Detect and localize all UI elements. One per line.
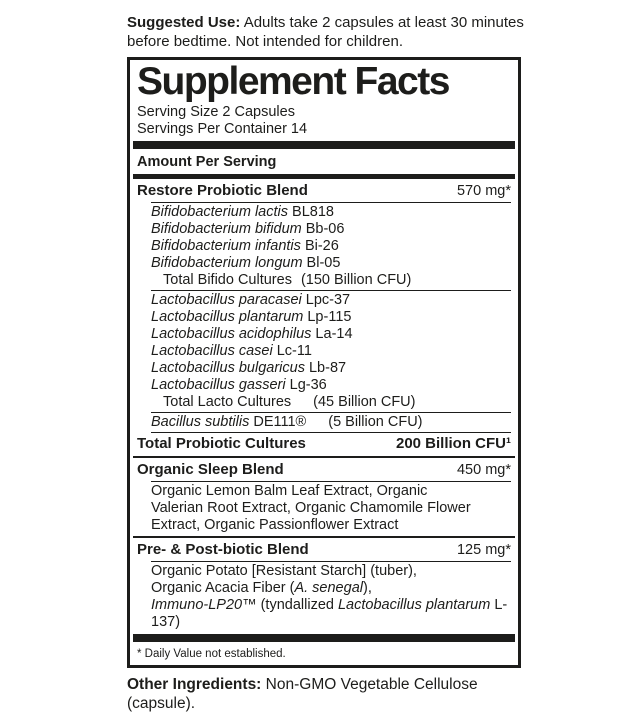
divider-thin [151,561,511,562]
blend-header-restore [137,181,511,201]
suggested-use [127,13,527,51]
ingredient-row [137,343,511,360]
blend-amount: 125 mg* [456,542,511,558]
ingredient-text: ), [362,580,372,596]
ingredient-row [137,309,511,326]
total-amount: (150 Billion CFU) [300,272,412,288]
divider-medium [133,174,515,179]
servings-per-container: Servings Per Container 14 [137,121,308,137]
ingredient-row [137,238,511,255]
prepost-ingredients-line: Organic Potato [Resistant Starch] (tuber), [151,563,417,579]
divider-section [133,536,515,538]
divider-thin [151,290,511,291]
ingredient-row [137,326,511,343]
sleep-ingredients-line: Extract, Organic Passionflower Extract [151,517,399,533]
bacillus-amount: (5 Billion CFU) [328,414,423,430]
blend-name: Organic Sleep Blend [137,461,284,478]
blend-name: Restore Probiotic Blend [137,182,308,199]
ingredient-text: Organic Acacia Fiber ( [151,580,295,596]
lacto-total-row [137,394,511,411]
species-name: Lactobacillus bulgaricus [151,360,305,376]
blend-name: Pre- & Post-biotic Blend [137,541,309,558]
divider-thick-bottom [133,634,515,642]
bifido-total-row [137,272,511,289]
ingredient-row [137,377,511,394]
strain-code: Lb-87 [304,360,347,376]
sleep-ingredients-line: Organic Lemon Balm Leaf Extract, Organic [151,483,428,499]
species-name: Bifidobacterium longum [151,255,303,271]
prepost-ingredients-line [137,580,511,597]
divider-thin [151,432,511,433]
blend-header-prepost [137,540,511,560]
total-label: Total Lacto Cultures [163,394,292,410]
species-name: Lactobacillus paracasei [151,292,302,308]
strain-code: Lpc-37 [301,292,351,308]
ingredient-text: (tyndallized [256,597,338,613]
strain-code: BL818 [288,204,334,220]
ingredient-text: L-137) [151,597,508,630]
strain-code: Bi-26 [300,238,339,254]
serving-size: Serving Size 2 Capsules [137,104,295,120]
daily-value-footnote: * Daily Value not established. [137,648,286,660]
amount-per-serving-heading: Amount Per Serving [137,154,277,170]
species-name: A. senegal [294,580,363,596]
ingredient-row [137,255,511,272]
species-name: Lactobacillus casei [151,343,273,359]
ingredient-row [137,360,511,377]
divider-thin [151,202,511,203]
strain-code: Bl-05 [302,255,341,271]
divider-section [133,456,515,458]
total-probiotic-amount: 200 Billion CFU¹ [395,435,511,452]
strain-code: Lc-11 [272,343,312,359]
sleep-ingredients-line: Valerian Root Extract, Organic Chamomile Flower [151,500,471,516]
prepost-ingredients-line [137,597,511,631]
divider-thick-top [133,141,515,149]
species-name: Lactobacillus plantarum [151,309,304,325]
blend-amount: 450 mg* [456,462,511,478]
bacillus-row [137,414,511,431]
panel-title: Supplement Facts [137,60,449,103]
species-name: Lactobacillus gasseri [151,377,286,393]
total-label: Total Bifido Cultures [163,272,292,288]
ingredient-row [137,221,511,238]
other-ingredients [127,675,527,713]
species-name: Bacillus subtilis [151,414,250,430]
species-name: Bifidobacterium infantis [151,238,301,254]
divider-thin [151,481,511,482]
total-probiotic-label: Total Probiotic Cultures [137,435,306,452]
total-probiotic-row [137,434,511,454]
supplement-facts-panel [127,57,521,668]
trademark-name: Immuno-LP20™ [151,597,257,613]
suggested-use-label: Suggested Use: [127,14,241,31]
suggested-use-text: Adults take 2 capsules at least 30 minutes before bedtime. Not intended for children. [127,14,524,50]
strain-code: Lp-115 [303,309,352,325]
strain-code: DE111® [249,414,307,430]
strain-code: Bb-06 [301,221,345,237]
species-name: Bifidobacterium lactis [151,204,288,220]
blend-amount: 570 mg* [456,183,511,199]
species-name: Lactobacillus acidophilus [151,326,312,342]
species-name: Bifidobacterium bifidum [151,221,302,237]
strain-code: La-14 [311,326,353,342]
ingredient-row [137,292,511,309]
divider-thin [151,412,511,413]
species-name: Lactobacillus plantarum [337,597,491,613]
strain-code: Lg-36 [285,377,327,393]
blend-header-sleep [137,460,511,480]
other-ingredients-text: Non-GMO Vegetable Cellulose (capsule). [127,676,478,712]
other-ingredients-label: Other Ingredients: [127,676,262,693]
total-amount: (45 Billion CFU) [313,394,416,410]
ingredient-row [137,204,511,221]
